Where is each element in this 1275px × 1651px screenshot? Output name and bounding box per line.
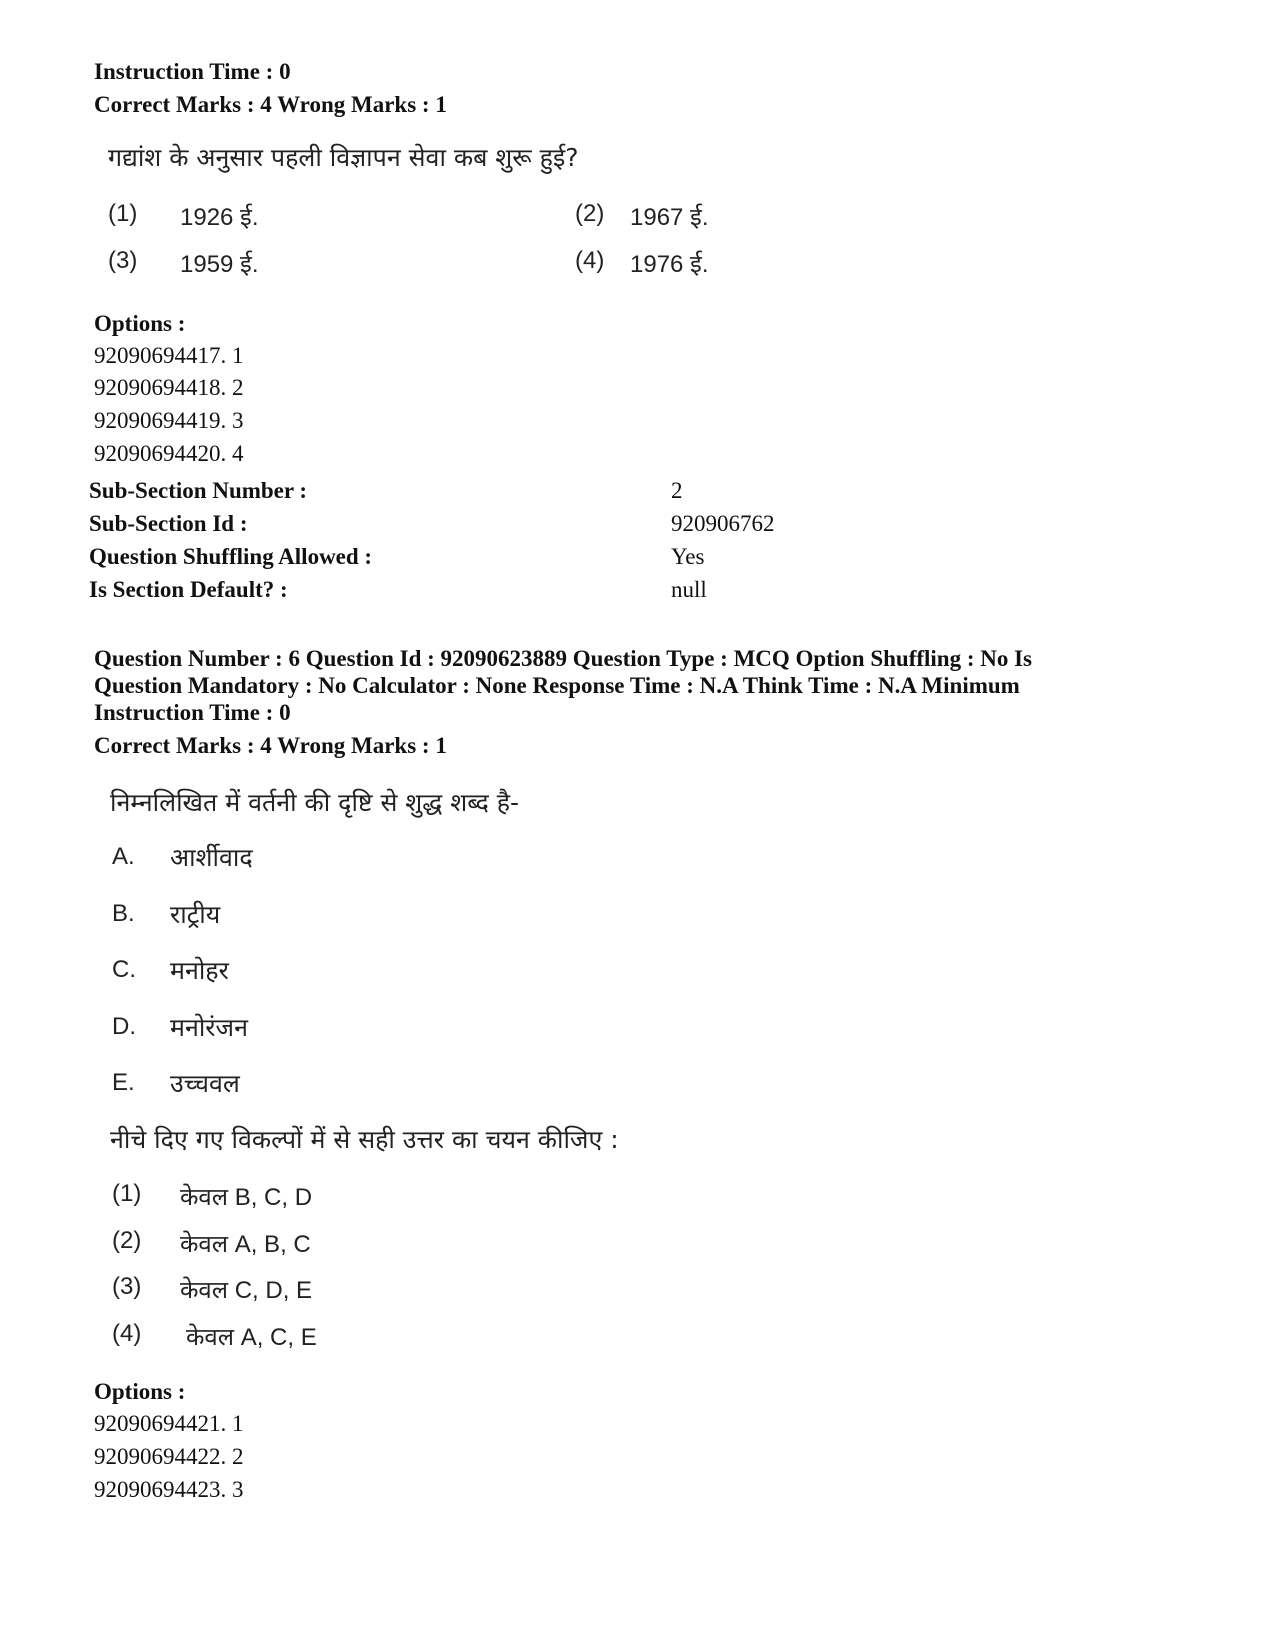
q5-choice-text: 1959 ई. [180,251,259,278]
q6-statement-text: उच्चवल [170,1069,240,1098]
q5-choice-number: (3) [108,247,138,274]
subsection-number-value: 2 [671,478,683,503]
q5-question-text: गद्यांश के अनुसार पहली विज्ञापन सेवा कब शुरू हुई? [108,143,579,172]
q6-choice-number: (3) [112,1273,142,1300]
question-shuffling-label: Question Shuffling Allowed : [89,544,373,569]
q5-choice-number: (2) [575,200,605,227]
q6-option-id: 92090694421. 1 [94,1411,244,1436]
q5-option-id: 92090694420. 4 [94,441,244,466]
q6-header-line: Instruction Time : 0 [94,700,291,725]
q6-choice-text: केवल C, D, E [180,1277,313,1304]
section-default-label: Is Section Default? : [89,577,288,602]
q6-choice-number: (4) [112,1320,142,1347]
q5-choice-text: 1926 ई. [180,204,259,231]
section-default-value: null [671,577,707,602]
subsection-id-value: 920906762 [671,511,775,536]
q5-choice-number: (1) [108,200,138,227]
q6-choice-number: (2) [112,1227,142,1254]
q6-question-text: निम्नलिखित में वर्तनी की दृष्टि से शुद्ध शब्द है- [110,788,520,817]
q6-option-id: 92090694423. 3 [94,1477,244,1502]
question-shuffling-value: Yes [671,544,705,569]
q5-marks: Correct Marks : 4 Wrong Marks : 1 [94,92,447,117]
q6-choice-text: केवल A, C, E [186,1324,317,1351]
q6-instruction-text: नीचे दिए गए विकल्पों में से सही उत्तर का चयन कीजिए : [110,1125,619,1154]
q6-choice-text: केवल B, C, D [180,1184,313,1211]
q5-choice-text: 1967 ई. [630,204,709,231]
q6-statement-letter: B. [112,900,135,927]
q6-marks: Correct Marks : 4 Wrong Marks : 1 [94,733,447,758]
q5-option-id: 92090694417. 1 [94,343,244,368]
q6-header-line: Question Mandatory : No Calculator : None Response Time : N.A Think Time : N.A Minimum [94,673,1020,698]
q6-statement-letter: A. [112,843,135,870]
subsection-number-label: Sub-Section Number : [89,478,308,503]
q5-option-id: 92090694419. 3 [94,408,244,433]
q6-header-line: Question Number : 6 Question Id : 92090623889 Question Type : MCQ Option Shuffling : No Is [94,646,1033,671]
q6-statement-text: मनोहर [170,956,229,985]
q6-choice-text: केवल A, B, C [180,1231,311,1258]
q5-choice-text: 1976 ई. [630,251,709,278]
q6-statement-text: राट्रीय [170,900,221,929]
q6-choice-number: (1) [112,1180,142,1207]
q6-options-label: Options : [94,1379,186,1404]
q5-choice-number: (4) [575,247,605,274]
q6-statement-letter: D. [112,1013,136,1040]
subsection-id-label: Sub-Section Id : [89,511,248,536]
q6-statement-text: आर्शीवाद [170,843,253,872]
q6-statement-letter: C. [112,956,136,983]
q6-statement-letter: E. [112,1069,135,1096]
q6-option-id: 92090694422. 2 [94,1444,244,1469]
q5-instruction-time: Instruction Time : 0 [94,59,291,84]
q5-options-label: Options : [94,311,186,336]
q6-statement-text: मनोरंजन [170,1013,248,1042]
q5-option-id: 92090694418. 2 [94,375,244,400]
